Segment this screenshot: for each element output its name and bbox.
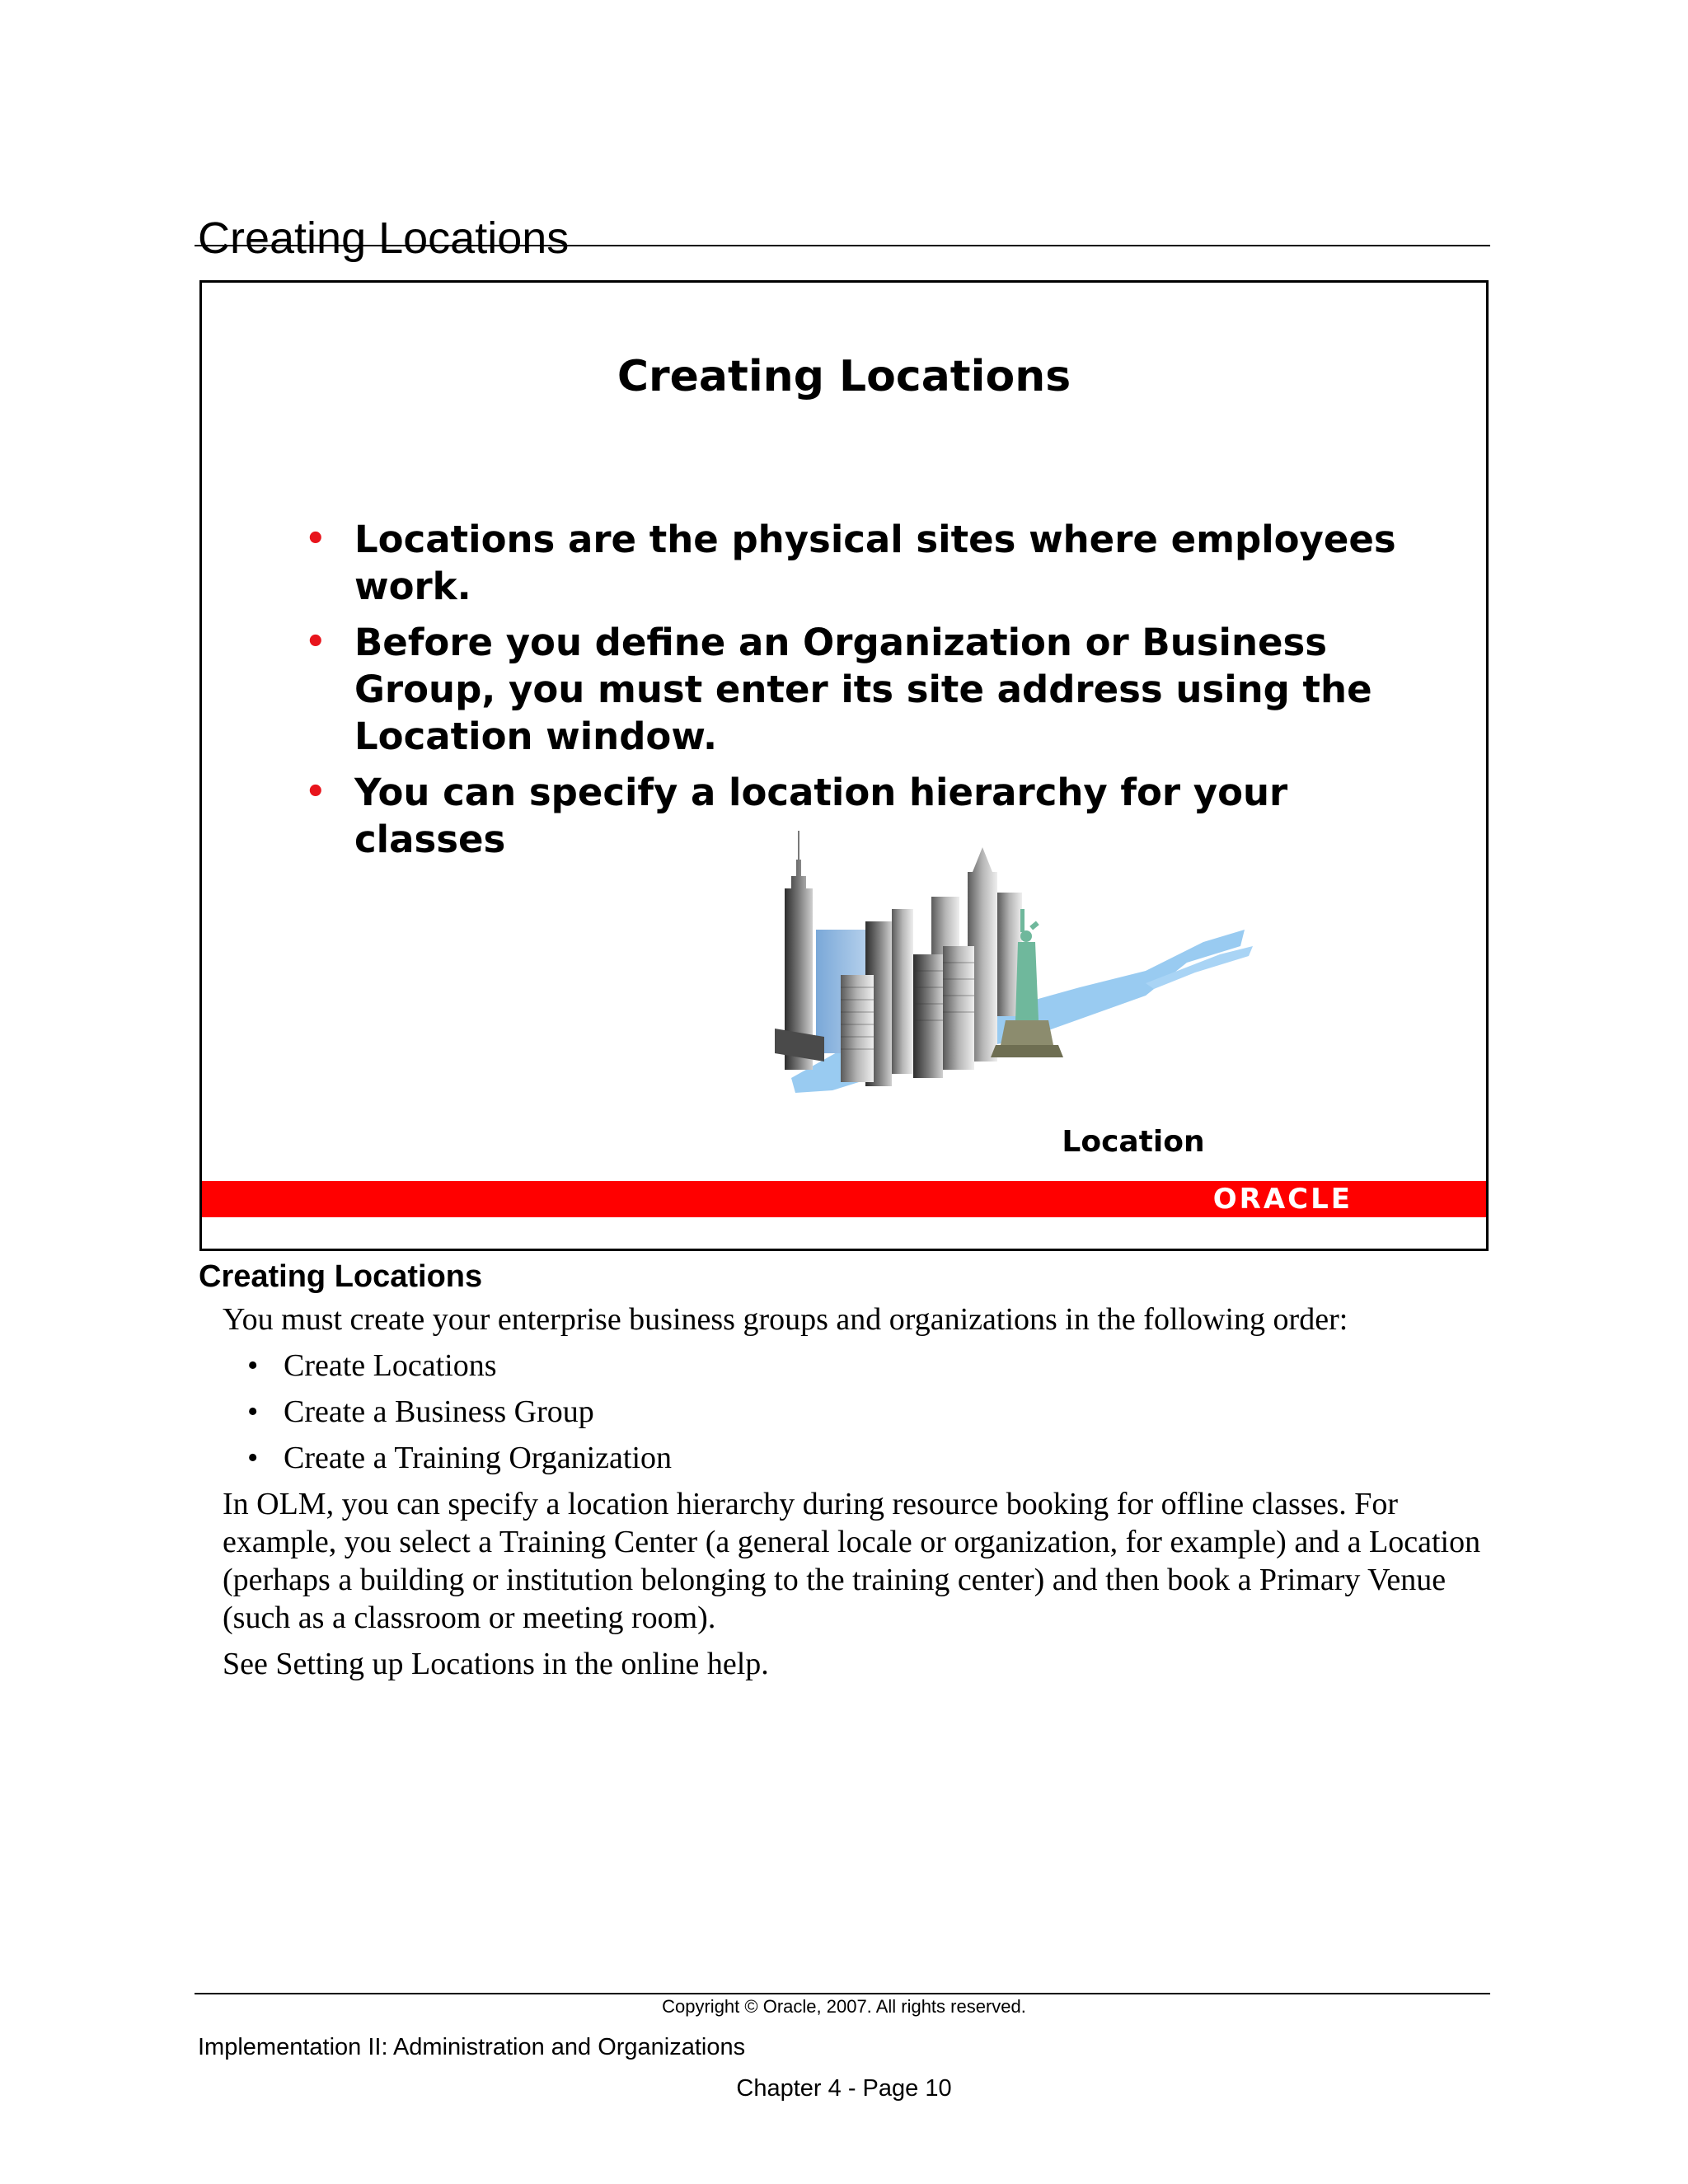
slide-title: Creating Locations bbox=[617, 352, 1071, 401]
slide bbox=[199, 280, 1489, 1251]
slide-bullet bbox=[305, 619, 1426, 760]
slide-bullet-text: You can specify a location hierarchy for your classes bbox=[354, 771, 1288, 861]
slide-bullet-list bbox=[305, 516, 1426, 872]
notes-step bbox=[223, 1347, 1484, 1385]
page-title: Creating Locations bbox=[198, 213, 570, 264]
notes-step-text: Create Locations bbox=[284, 1348, 497, 1383]
notes-intro: You must create your enterprise business groups and organizations in the following order: bbox=[223, 1302, 1348, 1337]
notes-paragraph: In OLM, you can specify a location hierarchy during resource booking for offline classes. For example, you select a Training Center (a general locale or organization, for example) and a Location (perhaps a building or institution belonging to the training center) and then book a Primary Venue (such as a classroom or meeting room). bbox=[223, 1487, 1481, 1635]
graphic-caption: Location bbox=[1062, 1125, 1205, 1159]
slide-bullet-text: Before you define an Organization or Business Group, you must enter its site address using the Location window. bbox=[354, 621, 1372, 758]
title-divider bbox=[195, 245, 1490, 246]
bullet-icon: • bbox=[305, 520, 326, 558]
course-title: Implementation II: Administration and Organizations bbox=[198, 2034, 746, 2060]
bullet-icon: • bbox=[305, 623, 326, 661]
slide-bullet bbox=[305, 516, 1426, 610]
slide-bullet-text: Locations are the physical sites where employees work. bbox=[354, 518, 1396, 608]
oracle-logo: ORACLE bbox=[1212, 1183, 1353, 1216]
copyright-notice: Copyright © Oracle, 2007. All rights reserved. bbox=[662, 1996, 1026, 2017]
bullet-icon: • bbox=[305, 773, 326, 811]
city-skyline-icon bbox=[758, 831, 1253, 1111]
bullet-icon: • bbox=[247, 1441, 259, 1475]
notes-step bbox=[223, 1393, 1484, 1431]
notes-step-text: Create a Training Organization bbox=[284, 1441, 673, 1475]
page-number: Chapter 4 - Page 10 bbox=[736, 2075, 952, 2102]
notes-step-text: Create a Business Group bbox=[284, 1394, 594, 1429]
notes-see-also: See Setting up Locations in the online help. bbox=[223, 1647, 769, 1681]
notes-body bbox=[223, 1301, 1484, 1691]
bullet-icon: • bbox=[247, 1394, 259, 1429]
notes-step bbox=[223, 1439, 1484, 1477]
notes-step-list bbox=[223, 1347, 1484, 1477]
bullet-icon: • bbox=[247, 1348, 259, 1383]
footer-divider bbox=[195, 1993, 1490, 1994]
notes-heading: Creating Locations bbox=[199, 1259, 483, 1294]
